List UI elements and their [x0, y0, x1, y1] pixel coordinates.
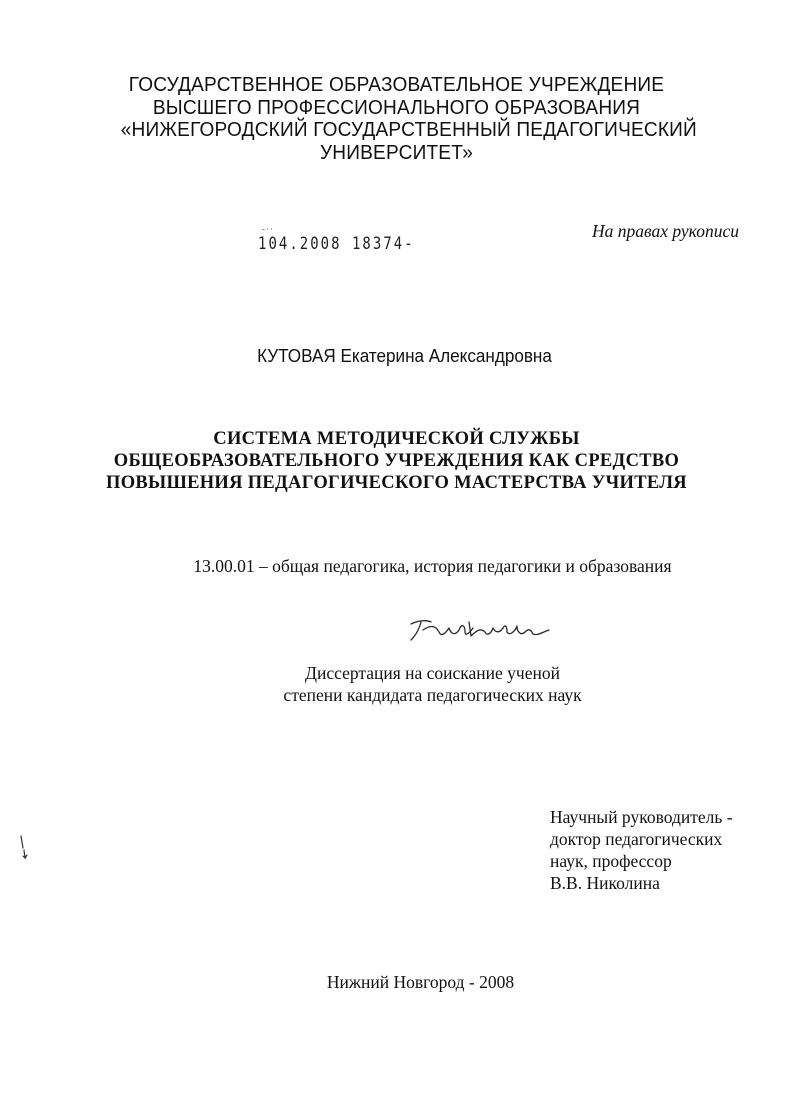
title-line: ОБЩЕОБРАЗОВАТЕЛЬНОГО УЧРЕЖДЕНИЯ КАК СРЕДСТВО [113, 451, 680, 471]
institution-header [120, 73, 697, 164]
supervisor-line: доктор педагогических [550, 829, 723, 849]
author-name: КУТОВАЯ Екатерина Александровна [257, 346, 552, 366]
institution-line: УНИВЕРСИТЕТ» [319, 140, 473, 164]
degree-line: Диссертация на соискание ученой [305, 663, 560, 683]
dissertation-title [80, 428, 713, 494]
manuscript-rights-note: На правах рукописи [592, 221, 739, 241]
supervisor-line: В.В. Николина [550, 873, 660, 893]
library-stamp-number: 104.2008 18374- [258, 234, 415, 254]
author-signature [405, 610, 555, 650]
title-line: СИСТЕМА МЕТОДИЧЕСКОЙ СЛУЖБЫ [213, 429, 580, 449]
specialty-code: 13.00.01 – общая педагогика, история педагогики и образования [193, 556, 672, 576]
scientific-supervisor [550, 806, 733, 894]
institution-line: ВЫСШЕГО ПРОФЕССИОНАЛЬНОГО ОБРАЗОВАНИЯ [152, 95, 641, 119]
supervisor-line: Научный руководитель - [550, 807, 733, 827]
institution-line: «НИЖЕГОРОДСКИЙ ГОСУДАРСТВЕННЫЙ ПЕДАГОГИЧЕСКИЙ [120, 118, 697, 141]
city-and-year: Нижний Новгород - 2008 [326, 972, 515, 992]
supervisor-line: наук, профессор [550, 851, 672, 871]
scan-margin-mark [18, 834, 30, 864]
degree-statement [36, 662, 793, 706]
degree-line: степени кандидата педагогических наук [283, 685, 582, 705]
stamp-marks: -·· [262, 224, 274, 234]
title-line: ПОВЫШЕНИЯ ПЕДАГОГИЧЕСКОГО МАСТЕРСТВА УЧИТЕЛЯ [106, 473, 687, 493]
institution-line: ГОСУДАРСТВЕННОЕ ОБРАЗОВАТЕЛЬНОЕ УЧРЕЖДЕНИЕ [128, 73, 665, 96]
